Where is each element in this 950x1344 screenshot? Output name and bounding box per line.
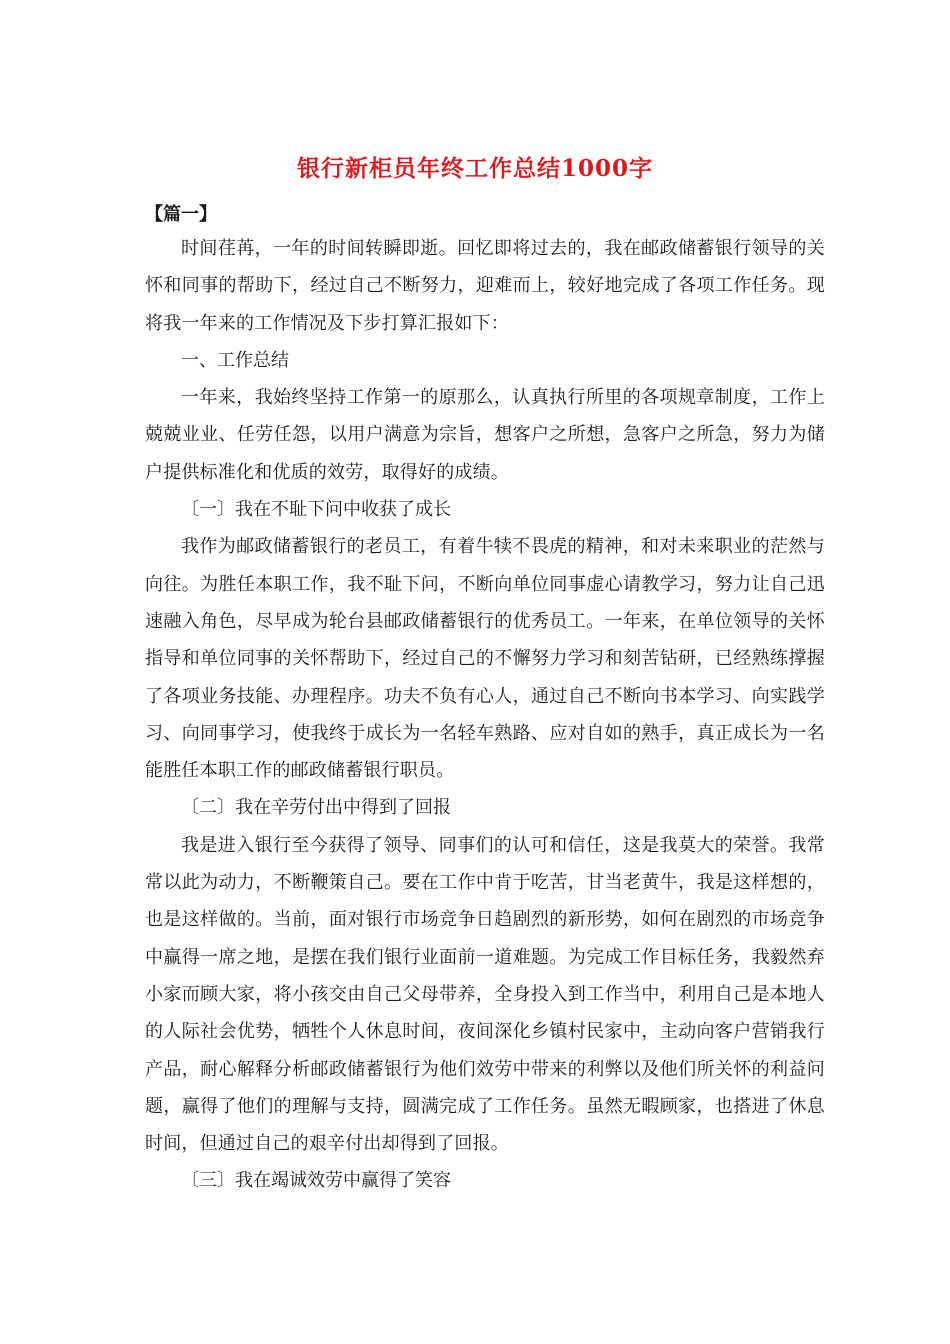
subheading-service: 〔三〕我在竭诚效劳中赢得了笑容	[181, 1170, 451, 1192]
subheading-reward: 〔二〕我在辛劳付出中得到了回报	[181, 797, 451, 819]
document-body	[145, 230, 825, 1200]
reward-paragraph: 我是进入银行至今获得了领导、同事们的认可和信任，这是我莫大的荣誉。我常常以此为动力，不断鞭策自己。要在工作中肯于吃苦，甘当老黄牛，我是这样想的，也是这样做的。当前，面对银行市场竞争日趋剧烈的新形势，如何在剧烈的市场竞争中赢得一席之地，是摆在我们银行业面前一道难题。为完成工作目标任务，我毅然弃小家而顾大家，将小孩交由自己父母带养，全身投入到工作当中，利用自己是本地人的人际社会优势，牺牲个人休息时间，夜间深化乡镇村民家中，主动向客户营销我行产品，耐心解释分析邮政储蓄银行为他们效劳中带来的利弊以及他们所关怀的利益问题，赢得了他们的理解与支持，圆满完成了工作任务。虽然无暇顾家，也搭进了休息时间，但通过自己的艰辛付出却得到了回报。	[145, 834, 825, 1155]
section-tag: 【篇一】	[145, 204, 217, 225]
section-heading-work-summary: 一、工作总结	[181, 349, 289, 371]
intro-paragraph: 时间荏苒，一年的时间转瞬即逝。回忆即将过去的，我在邮政储蓄银行领导的关怀和同事的帮助下，经过自己不断努力，迎难而上，较好地完成了各项工作任务。现将我一年来的工作情况及下步打算汇报如下：	[145, 238, 825, 334]
document-title: 银行新柜员年终工作总结1000字	[296, 155, 653, 182]
work-summary-paragraph: 一年来，我始终坚持工作第一的原那么，认真执行所里的各项规章制度，工作上兢兢业业、任劳任怨，以用户满意为宗旨，想客户之所想，急客户之所急，努力为储户提供标准化和优质的效劳，取得好的成绩。	[145, 387, 825, 483]
growth-paragraph: 我作为邮政储蓄银行的老员工，有着牛犊不畏虎的精神，和对未来职业的茫然与向往。为胜任本职工作，我不耻下问，不断向单位同事虚心请教学习，努力让自己迅速融入角色，尽早成为轮台县邮政储蓄银行的优秀员工。一年来，在单位领导的关怀指导和单位同事的关怀帮助下，经过自己的不懈努力学习和刻苦钻研，已经熟练撑握了各项业务技能、办理程序。功夫不负有心人，通过自己不断向书本学习、向实践学习、向同事学习，使我终于成长为一名轻车熟路、应对自如的熟手，真正成长为一名能胜任本职工作的邮政储蓄银行职员。	[145, 536, 825, 782]
subheading-growth: 〔一〕我在不耻下问中收获了成长	[181, 499, 451, 521]
